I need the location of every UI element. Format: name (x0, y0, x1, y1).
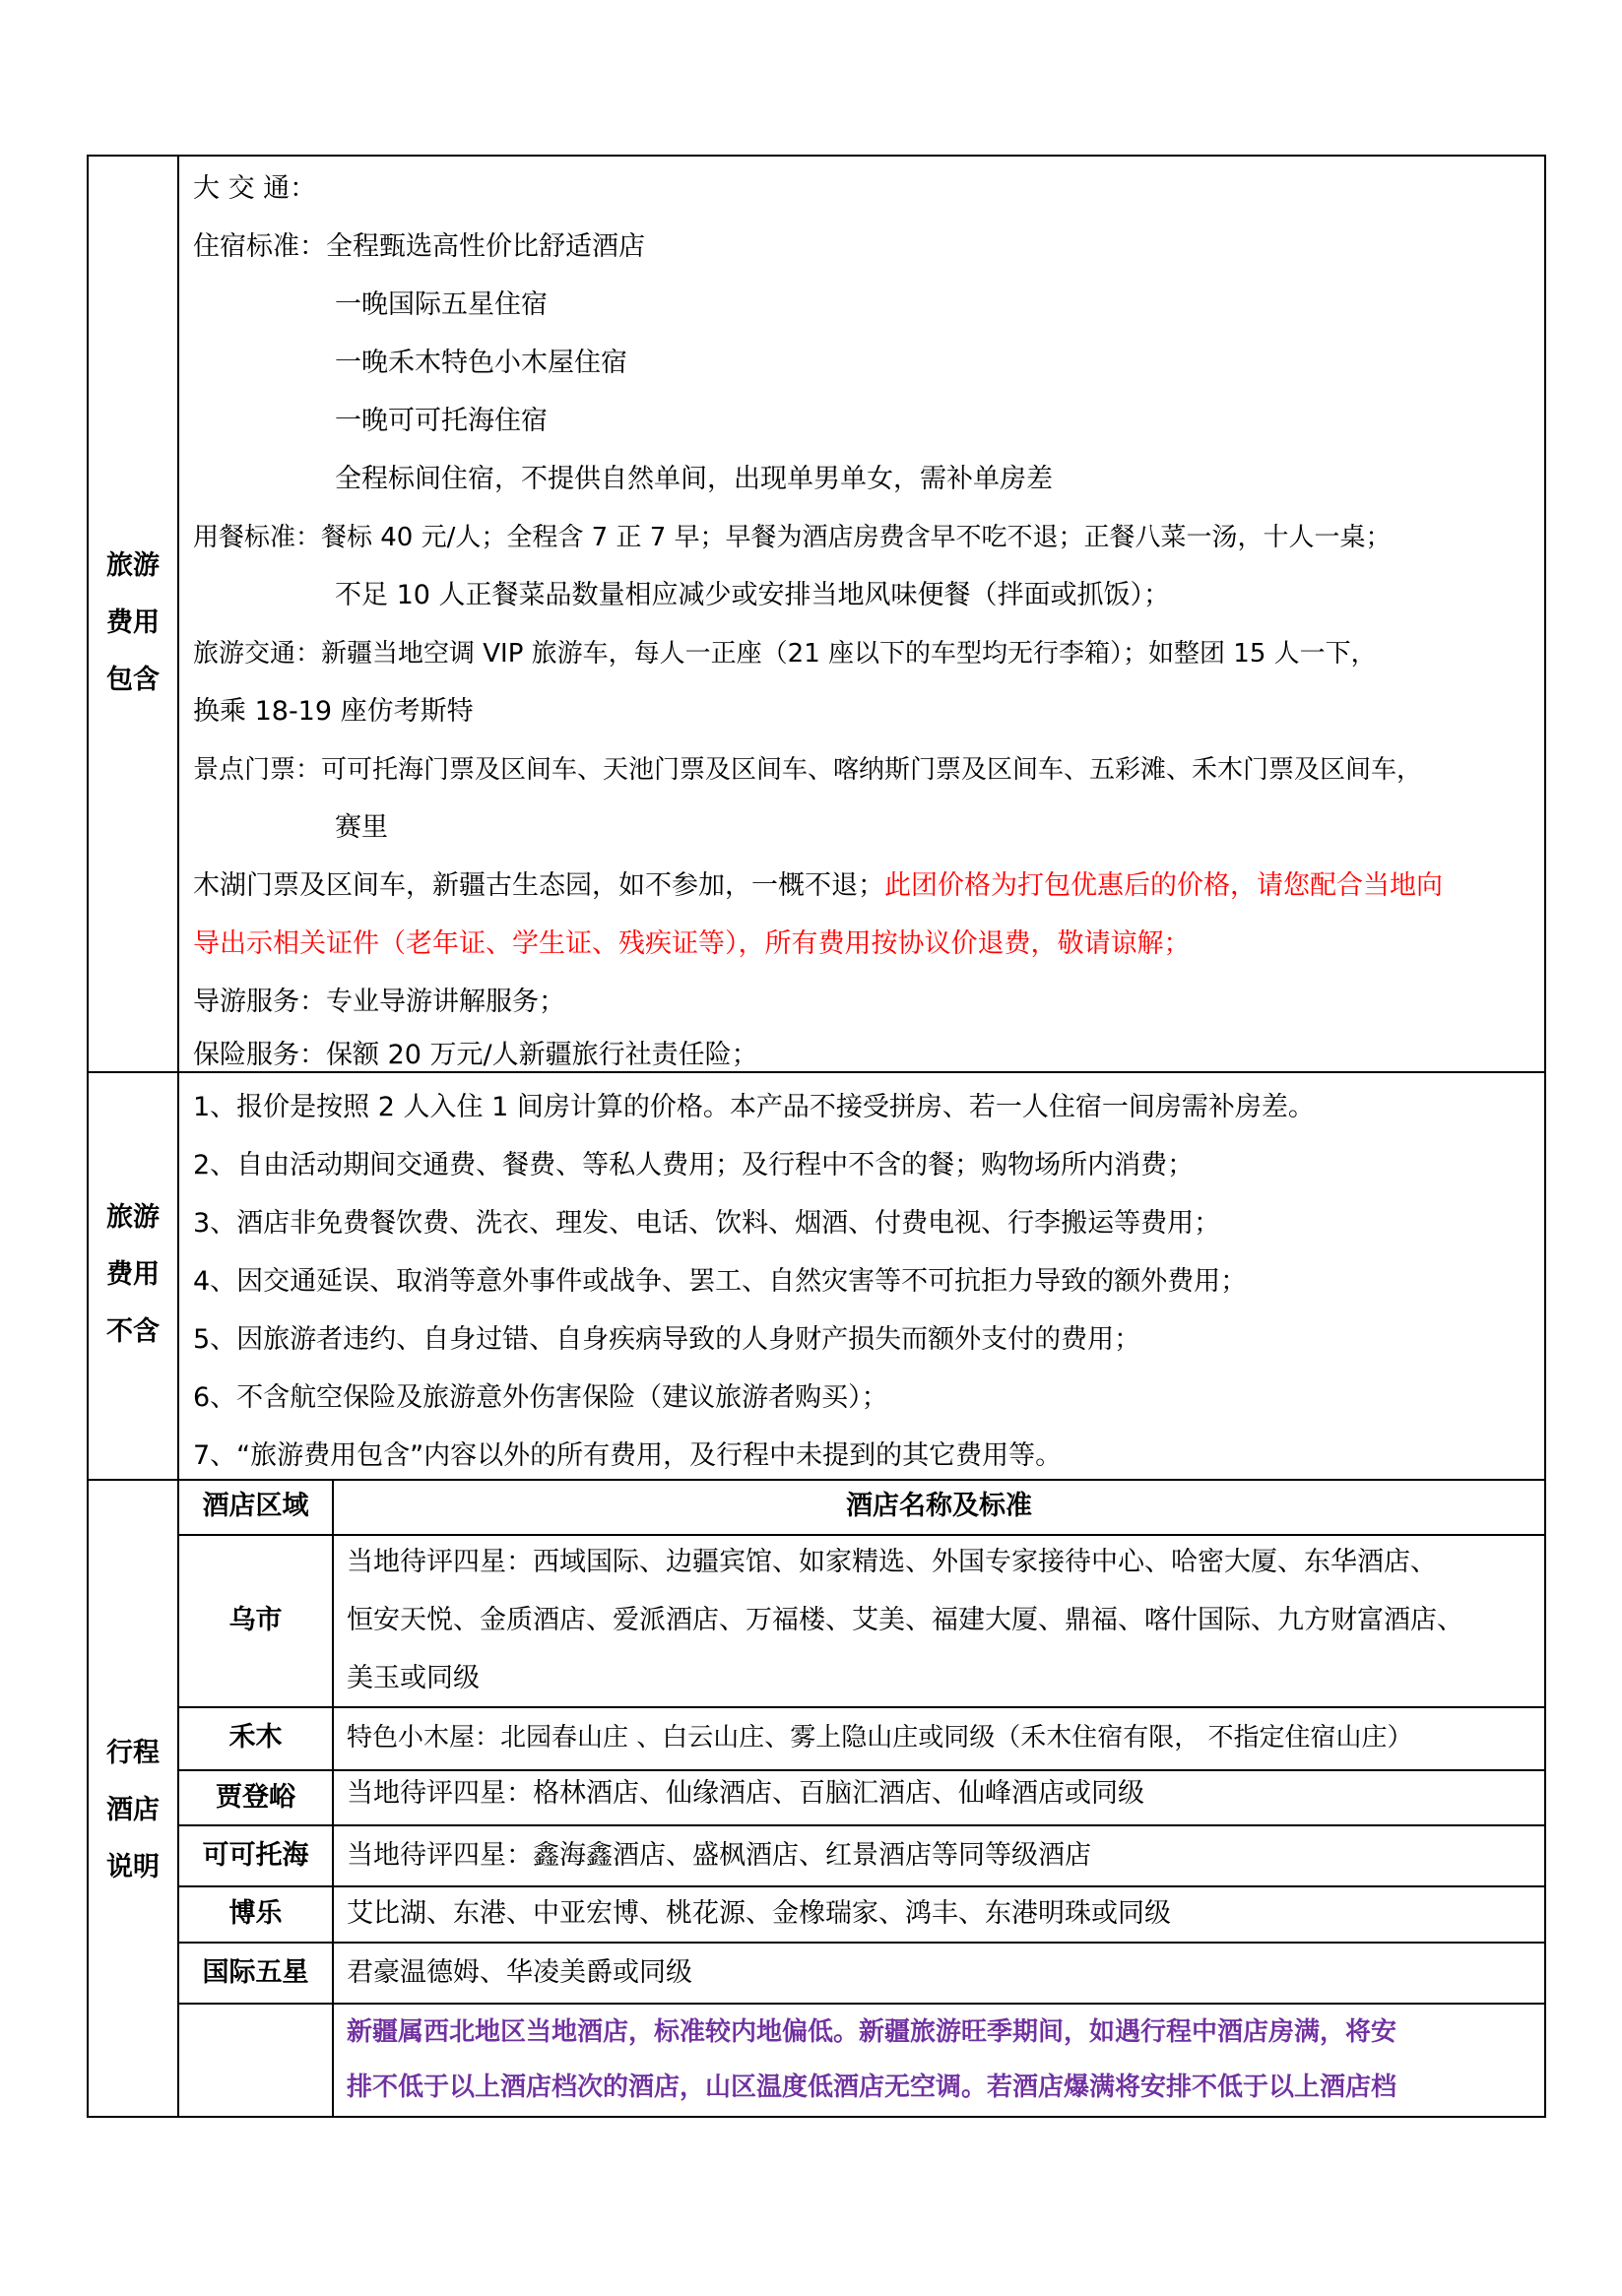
hotel-name-line: 当地待评四星：西域国际、边疆宾馆、如家精选、外国专家接待中心、哈密大厦、东华酒店、 (347, 1547, 1437, 1577)
region-column-divider (332, 1479, 334, 2118)
include-line: 一晚可可托海住宿 (335, 406, 548, 436)
label-column-divider (177, 155, 179, 2118)
exclude-item: 7、“旅游费用包含”内容以外的所有费用，及行程中未提到的其它费用等。 (193, 1440, 1063, 1471)
section-divider-1 (87, 1071, 1546, 1073)
label-line: 说明 (106, 1852, 160, 1882)
exclude-item: 6、不含航空保险及旅游意外伤害保险（建议旅游者购买）； (193, 1382, 888, 1413)
include-line: 用餐标准：餐标 40 元/人；全程含 7 正 7 早；早餐为酒店房费含早不吃不退；正餐八菜一汤，十人一桌； (193, 523, 1392, 552)
hotel-region-cell: 国际五星 (202, 1957, 309, 1988)
hotel-row-divider-6 (177, 2003, 1546, 2005)
section-label-include (89, 538, 177, 709)
label-line: 旅游 (106, 1202, 160, 1233)
hotel-name-line: 当地待评四星：鑫海鑫酒店、盛枫酒店、红景酒店等同等级酒店 (347, 1840, 1091, 1871)
include-line: 全程标间住宿，不提供自然单间，出现单男单女，需补单房差 (335, 464, 1053, 494)
section-divider-2 (87, 1479, 1546, 1481)
exclude-item: 4、因交通延误、取消等意外事件或战争、罢工、自然灾害等不可抗拒力导致的额外费用； (193, 1266, 1248, 1297)
include-line: 景点门票：可可托海门票及区间车、天池门票及区间车、喀纳斯门票及区间车、五彩滩、禾木门票及区间车， (193, 755, 1423, 785)
section-label-exclude (89, 1189, 177, 1361)
red-notice-text: 此团价格为打包优惠后的价格，请您配合当地向 (884, 870, 1443, 901)
label-line: 不含 (106, 1316, 160, 1347)
hotel-name-line: 君豪温德姆、华凌美爵或同级 (347, 1957, 692, 1988)
hotel-region-cell: 贾登峪 (216, 1782, 295, 1813)
exclude-item: 2、自由活动期间交通费、餐费、等私人费用；及行程中不含的餐；购物场所内消费； (193, 1150, 1195, 1180)
section-label-hotel (89, 1725, 177, 1896)
label-line: 旅游 (106, 550, 160, 581)
include-line-text: 木湖门票及区间车，新疆古生态园，如不参加，一概不退； (193, 870, 884, 901)
hotel-header-region: 酒店区域 (202, 1491, 309, 1521)
include-line (193, 866, 1443, 906)
include-line: 旅游交通：新疆当地空调 VIP 旅游车，每人一正座（21 座以下的车型均无行李箱）；如整团 15 人一下， (193, 639, 1377, 669)
exclude-item: 5、因旅游者违约、自身过错、自身疾病导致的人身财产损失而额外支付的费用； (193, 1324, 1141, 1355)
hotel-region-cell: 可可托海 (202, 1840, 309, 1871)
label-line: 费用 (106, 607, 160, 638)
include-line: 不足 10 人正餐菜品数量相应减少或安排当地风味便餐（拌面或抓饭）； (335, 580, 1171, 610)
hotel-header-name: 酒店名称及标准 (846, 1491, 1032, 1521)
exclude-item: 1、报价是按照 2 人入住 1 间房计算的价格。本产品不接受拼房、若一人住宿一间房需补房差。 (193, 1092, 1315, 1122)
include-line: 赛里 (335, 812, 388, 843)
hotel-name-line: 美玉或同级 (347, 1663, 480, 1693)
label-line: 酒店 (106, 1795, 160, 1825)
hotel-row-divider-3 (177, 1824, 1546, 1826)
hotel-name-line: 特色小木屋：北园春山庄 、白云山庄、雾上隐山庄或同级（禾木住宿有限， 不指定住宿山庄） (347, 1723, 1413, 1753)
hotel-name-line: 艾比湖、东港、中亚宏博、桃花源、金橡瑞家、鸿丰、东港明珠或同级 (347, 1898, 1171, 1929)
hotel-row-divider-5 (177, 1942, 1546, 1944)
exclude-item: 3、酒店非免费餐饮费、洗衣、理发、电话、饮料、烟酒、付费电视、行李搬运等费用； (193, 1208, 1221, 1239)
label-line: 费用 (106, 1259, 160, 1290)
hotel-row-divider-1 (177, 1706, 1546, 1708)
include-line: 换乘 18-19 座仿考斯特 (193, 696, 474, 727)
hotel-name-line: 恒安天悦、金质酒店、爱派酒店、万福楼、艾美、福建大厦、鼎福、喀什国际、九方财富酒店、 (347, 1605, 1463, 1635)
include-line: 一晚禾木特色小木屋住宿 (335, 348, 627, 378)
hotel-name-line: 当地待评四星：格林酒店、仙缘酒店、百脑汇酒店、仙峰酒店或同级 (347, 1778, 1144, 1809)
include-line: 住宿标准：全程甄选高性价比舒适酒店 (193, 231, 645, 262)
hotel-region-cell: 乌市 (228, 1605, 283, 1635)
itinerary-table (87, 155, 1546, 2118)
hotel-region-cell: 博乐 (228, 1898, 283, 1929)
hotel-row-divider-2 (177, 1769, 1546, 1771)
red-notice-line: 导出示相关证件（老年证、学生证、残疾证等），所有费用按协议价退费，敬请谅解； (193, 928, 1191, 959)
include-line: 保险服务：保额 20 万元/人新疆旅行社责任险； (193, 1040, 758, 1070)
label-line: 行程 (106, 1738, 160, 1768)
include-line: 一晚国际五星住宿 (335, 289, 548, 320)
include-line: 大 交 通： (193, 173, 317, 204)
label-line: 包含 (106, 665, 160, 695)
hotel-region-cell: 禾木 (228, 1722, 283, 1753)
hotel-row-divider-4 (177, 1885, 1546, 1887)
hotel-header-divider (177, 1534, 1546, 1536)
hotel-note-line: 排不低于以上酒店档次的酒店，山区温度低酒店无空调。若酒店爆满将安排不低于以上酒店档 (347, 2073, 1397, 2102)
include-line: 导游服务：专业导游讲解服务； (193, 987, 565, 1017)
hotel-note-line: 新疆属西北地区当地酒店，标准较内地偏低。新疆旅游旺季期间，如遇行程中酒店房满，将安 (347, 2017, 1397, 2047)
